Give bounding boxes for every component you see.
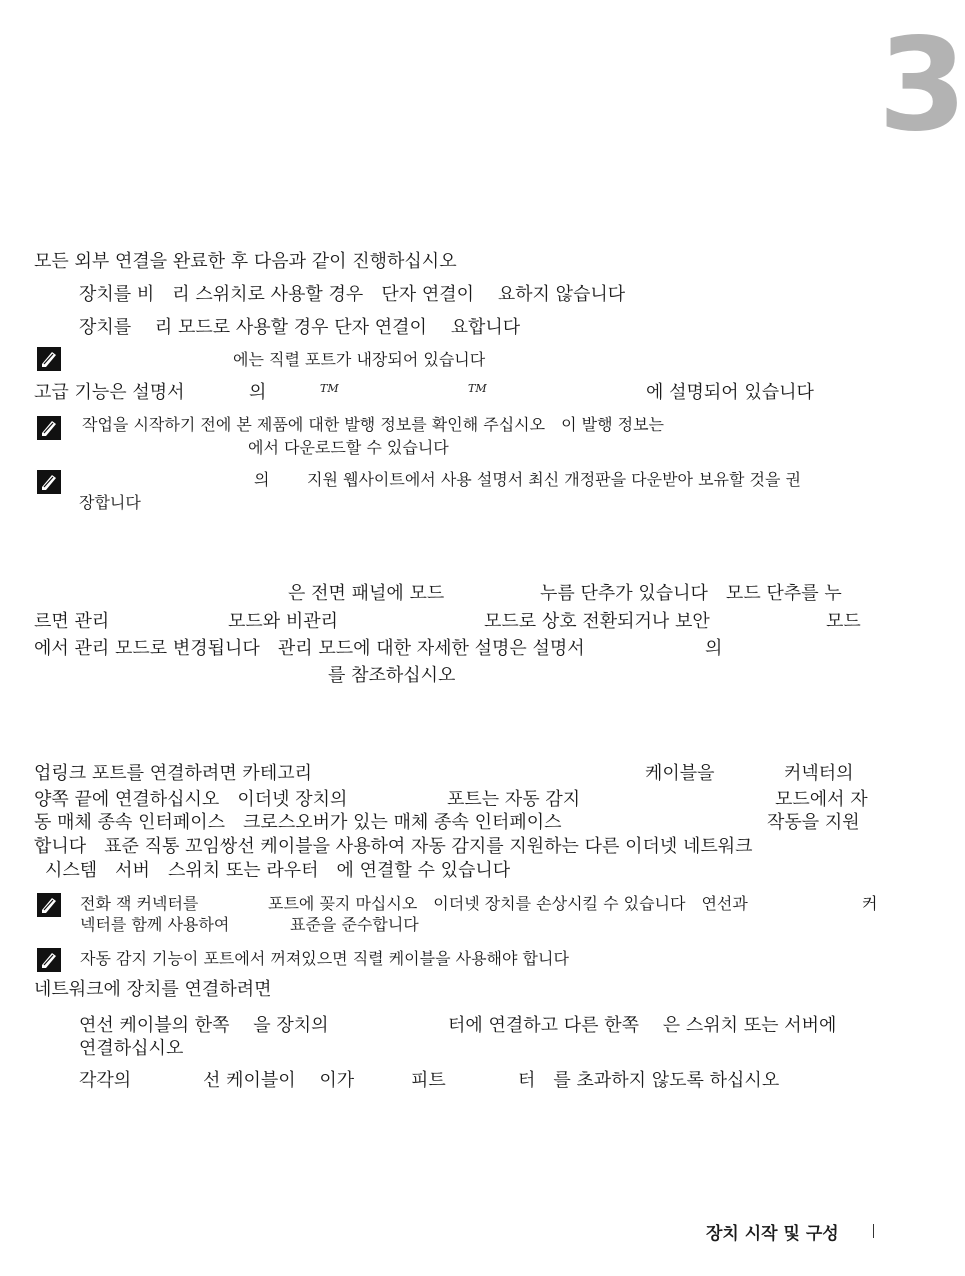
step-2-d: 터 를 초과하지 않도록 하십시오 [518, 1070, 780, 1091]
note-3-line-1-a: 의 [254, 470, 270, 489]
uplink-line-1-a: 업링크 포트를 연결하려면 카테고리 [34, 763, 312, 784]
note-3-line-1-b: 지원 웹사이트에서 사용 설명서 최신 개정판을 다운받아 보유할 것을 권 [307, 470, 801, 489]
advanced-part-2: 의 [249, 382, 267, 403]
note-5-text: 자동 감지 기능이 포트에서 꺼져있으면 직렬 케이블을 사용해야 합니다 [80, 949, 569, 968]
uplink-line-1-c: 커넥터의 [784, 763, 854, 784]
advanced-part-3: 에 설명되어 있습니다 [646, 382, 814, 403]
mode-line-2-c: 모드로 상호 전환되거나 보안 [484, 611, 710, 632]
uplink-line-1-b: 케이블을 [645, 763, 715, 784]
step-1-line-1-a: 연선 케이블의 한쪽 을 장치의 [79, 1015, 329, 1036]
note-4-line-1-b: 포트에 꽂지 마십시오 이더넷 장치를 손상시킬 수 있습니다 연선과 [268, 894, 748, 913]
uplink-line-2-c: 모드에서 자 [775, 789, 868, 810]
note-4-line-1-a: 전화 잭 커넥터를 [80, 894, 199, 913]
chapter-number: 3 [878, 11, 965, 160]
mode-line-2-d: 모드 [826, 611, 861, 632]
mode-line-1-b: 누름 단추가 있습니다 모드 단추를 누 [540, 583, 842, 604]
mode-line-2-b: 모드와 비관리 [228, 611, 339, 632]
step-2-a: 각각의 [79, 1070, 132, 1091]
mode-line-1-a: 은 전면 패널에 모드 [288, 583, 445, 604]
note-pencil-icon [37, 948, 61, 972]
note-4-line-2-a: 넥터를 함께 사용하여 [80, 915, 230, 934]
note-pencil-icon [37, 347, 61, 371]
step-1-line-2: 연결하십시오 [79, 1038, 184, 1059]
trademark-mark-1: TM [320, 382, 339, 395]
bullet-item-2: 장치를 리 모드로 사용할 경우 단자 연결이 요합니다 [79, 317, 521, 338]
mode-line-3-b: 의 [705, 638, 723, 659]
step-2-c: 피트 [411, 1070, 446, 1091]
note-4-line-1-c: 커 [862, 894, 878, 913]
uplink-line-3-b: 작동을 지원 [767, 812, 860, 833]
note-3-line-2: 장합니다 [79, 493, 141, 512]
note-4-line-2-b: 표준을 준수합니다 [290, 915, 419, 934]
step-2-b: 선 케이블이 이가 [203, 1070, 355, 1091]
footer-chapter-title: 장치 시작 및 구성 [706, 1224, 839, 1244]
uplink-line-4: 합니다 표준 직통 꼬임쌍선 케이블을 사용하여 자동 감지를 지원하는 다른 이더넷 네트워크 [34, 836, 753, 857]
note-pencil-icon [37, 416, 61, 440]
uplink-line-5: 시스템 서버 스위치 또는 라우터 에 연결할 수 있습니다 [45, 860, 511, 881]
intro-text: 모든 외부 연결을 완료한 후 다음과 같이 진행하십시오 [34, 251, 457, 272]
note-2-line-1: 작업을 시작하기 전에 본 제품에 대한 발행 정보를 확인해 주십시오 이 발행 정보는 [82, 415, 664, 434]
step-1-line-1-b: 터에 연결하고 다른 한쪽 은 스위치 또는 서버에 [448, 1015, 837, 1036]
uplink-line-3-a: 동 매체 종속 인터페이스 크로스오버가 있는 매체 종속 인터페이스 [34, 812, 562, 833]
connect-intro: 네트워크에 장치를 연결하려면 [34, 979, 272, 1000]
footer-divider [873, 1224, 874, 1238]
uplink-line-2-b: 포트는 자동 감지 [447, 789, 581, 810]
trademark-mark-2: TM [468, 382, 487, 395]
uplink-line-2-a: 양쪽 끝에 연결하십시오 이더넷 장치의 [34, 789, 348, 810]
mode-line-2-a: 르면 관리 [34, 611, 110, 632]
note-pencil-icon [37, 893, 61, 917]
mode-line-4: 를 참조하십시오 [328, 665, 456, 686]
note-1-text: 에는 직렬 포트가 내장되어 있습니다 [233, 350, 486, 369]
bullet-item-1: 장치를 비 리 스위치로 사용할 경우 단자 연결이 요하지 않습니다 [79, 284, 626, 305]
advanced-part-1: 고급 기능은 설명서 [34, 382, 185, 403]
note-2-line-2: 에서 다운로드할 수 있습니다 [248, 438, 449, 457]
note-pencil-icon [37, 470, 61, 494]
mode-line-3-a: 에서 관리 모드로 변경됩니다 관리 모드에 대한 자세한 설명은 설명서 [34, 638, 585, 659]
